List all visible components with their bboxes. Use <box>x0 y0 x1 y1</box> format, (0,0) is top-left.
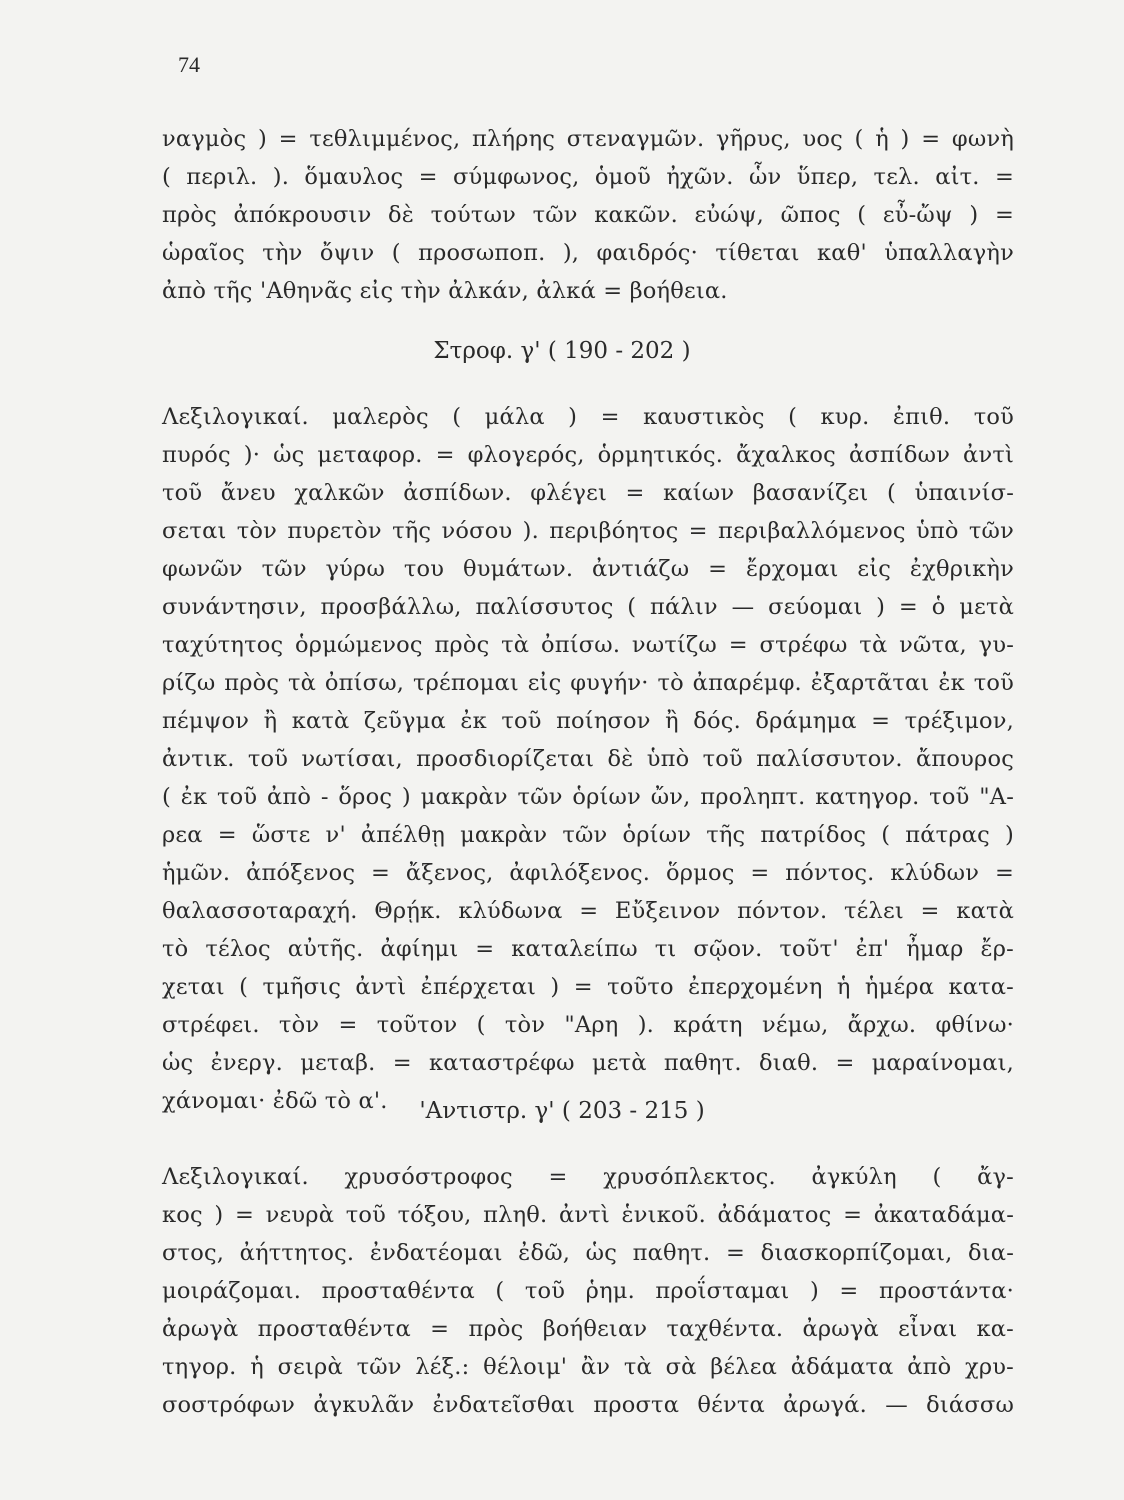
text-line: σοστρόφων ἀγκυλᾶν ἐνδατεῖσθαι προστα θέντα ἀρωγά. — διάσσω <box>162 1392 1014 1418</box>
text-line: ἀπὸ τῆς 'Αθηνᾶς εἰς τὴν ἀλκάν, ἀλκά = βοήθεια. <box>162 278 728 304</box>
text-line: στος, ἀήττητος. ἐνδατέομαι ἐδῶ, ὡς παθητ. = διασκορπίζομαι, δια- <box>162 1240 1014 1266</box>
section-heading-strophe: Στροφ. γ' ( 190 - 202 ) <box>433 338 691 364</box>
text-line: ρίζω πρὸς τὰ ὀπίσω, τρέπομαι εἰς φυγήν· τὸ ἀπαρέμφ. ἐξαρτᾶται ἐκ τοῦ <box>162 670 1014 696</box>
text-line: πρὸς ἀπόκρουσιν δὲ τούτων τῶν κακῶν. εὐώψ, ῶπος ( εὖ-ὤψ ) = <box>162 202 1014 228</box>
text-line: θαλασσοταραχή. Θρῄκ. κλύδωνα = Εὔξεινον πόντον. τέλει = κατὰ <box>162 898 1014 924</box>
text-block-strophe <box>162 398 1014 1120</box>
text-line: ταχύτητος ὁρμώμενος πρὸς τὰ ὀπίσω. νωτίζω = στρέφω τὰ νῶτα, γυ- <box>162 632 1014 658</box>
text-line: ἀρωγὰ προσταθέντα = πρὸς βοήθειαν ταχθέντα. ἀρωγὰ εἶναι κα- <box>162 1316 1014 1342</box>
text-line: τοῦ ἄνευ χαλκῶν ἀσπίδων. φλέγει = καίων βασανίζει ( ὑπαινίσ- <box>162 480 1014 506</box>
text-line: σεται τὸν πυρετὸν τῆς νόσου ). περιβόητος = περιβαλλόμενος ὑπὸ τῶν <box>162 518 1014 544</box>
text-line: ἀντικ. τοῦ νωτίσαι, προσδιορίζεται δὲ ὑπὸ τοῦ παλίσσυτον. ἄπουρος <box>162 746 1014 772</box>
text-line: πέμψον ἢ κατὰ ζεῦγμα ἐκ τοῦ ποίησον ἢ δός. δράμημα = τρέξιμον, <box>162 708 1014 734</box>
text-line: μοιράζομαι. προσταθέντα ( τοῦ ῥημ. προΐσταμαι ) = προστάντα· <box>162 1278 1014 1304</box>
text-line: χάνομαι· ἐδῶ τὸ α'. <box>162 1088 388 1114</box>
text-line: φωνῶν τῶν γύρω του θυμάτων. ἀντιάζω = ἔρχομαι εἰς ἐχθρικὴν <box>162 556 1014 582</box>
text-line: ρεα = ὥστε ν' ἀπέλθῃ μακρὰν τῶν ὁρίων τῆς πατρίδος ( πάτρας ) <box>162 822 1014 848</box>
text-line: ναγμὸς ) = τεθλιμμένος, πλήρης στεναγμῶν. γῆρυς, υος ( ἡ ) = φωνὴ <box>162 126 1014 152</box>
text-line: στρέφει. τὸν = τοῦτον ( τὸν "Αρη ). κράτη νέμω, ἄρχω. φθίνω· <box>162 1012 1014 1038</box>
text-line: Λεξιλογικαί. μαλερὸς ( μάλα ) = καυστικὸς ( κυρ. ἐπιθ. τοῦ <box>162 404 1014 430</box>
text-line: χεται ( τμῆσις ἀντὶ ἐπέρχεται ) = τοῦτο ἐπερχομένη ἡ ἡμέρα κατα- <box>162 974 1014 1000</box>
page-number: 74 <box>178 52 200 77</box>
text-block-intro <box>162 120 1014 310</box>
text-line: ὡραῖος τὴν ὄψιν ( προσωποπ. ), φαιδρός· τίθεται καθ' ὑπαλλαγὴν <box>162 240 1014 266</box>
text-line: τὸ τέλος αὐτῆς. ἀφίημι = καταλείπω τι σῷον. τοῦτ' ἐπ' ἦμαρ ἔρ- <box>162 936 1014 962</box>
text-line: συνάντησιν, προσβάλλω, παλίσσυτος ( πάλιν — σεύομαι ) = ὁ μετὰ <box>162 594 1014 620</box>
text-line: Λεξιλογικαί. χρυσόστροφος = χρυσόπλεκτος. ἀγκύλη ( ἄγ- <box>162 1164 1014 1190</box>
text-line: ὡς ἐνεργ. μεταβ. = καταστρέφω μετὰ παθητ. διαθ. = μαραίνομαι, <box>162 1050 1014 1076</box>
text-line: ( περιλ. ). ὅμαυλος = σύμφωνος, ὁμοῦ ἠχῶν. ὧν ὕπερ, τελ. αἰτ. = <box>162 164 1014 190</box>
text-line: τηγορ. ἡ σειρὰ τῶν λέξ.: θέλοιμ' ἂν τὰ σὰ βέλεα ἀδάματα ἀπὸ χρυ- <box>162 1354 1014 1380</box>
text-line: κος ) = νευρὰ τοῦ τόξου, πληθ. ἀντὶ ἑνικοῦ. ἀδάματος = ἀκαταδάμα- <box>162 1202 1014 1228</box>
section-heading-antistrophe: 'Αντιστρ. γ' ( 203 - 215 ) <box>419 1098 705 1124</box>
text-line: πυρός )· ὡς μεταφορ. = φλογερός, ὁρμητικός. ἄχαλκος ἀσπίδων ἀντὶ <box>162 442 1014 468</box>
text-line: ( ἐκ τοῦ ἀπὸ - ὅρος ) μακρὰν τῶν ὁρίων ὤν, προληπτ. κατηγορ. τοῦ "Α- <box>162 784 1014 810</box>
text-block-antistrophe <box>162 1158 1014 1424</box>
text-line: ἡμῶν. ἀπόξενος = ἄξενος, ἀφιλόξενος. ὅρμος = πόντος. κλύδων = <box>162 860 1014 886</box>
